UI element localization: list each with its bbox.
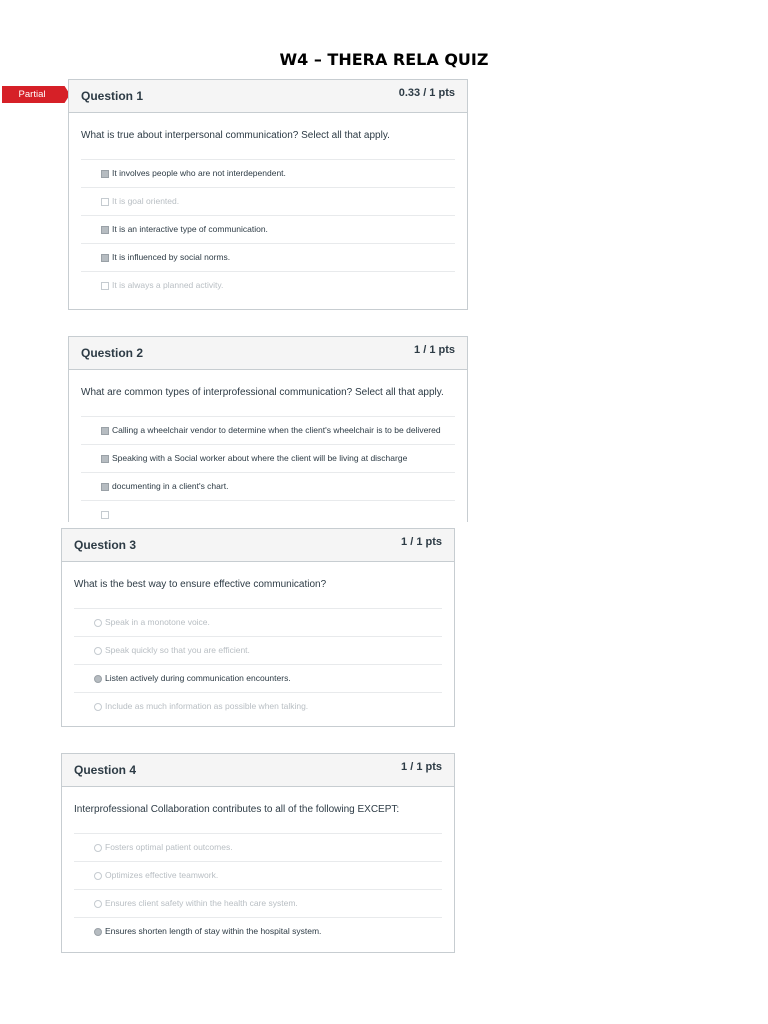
answer-list (74, 833, 442, 945)
partial-score-flag (2, 86, 70, 103)
question-2-card (68, 336, 468, 522)
flag-label: Partial (18, 89, 46, 100)
answer-option[interactable] (74, 889, 442, 917)
answer-label: It is always a planned activity. (112, 280, 224, 290)
question-header (69, 80, 467, 113)
question-title: Question 1 (81, 89, 144, 103)
answer-option[interactable] (81, 271, 455, 299)
answer-option[interactable] (81, 187, 455, 215)
question-header (69, 337, 467, 370)
answer-option[interactable] (81, 159, 455, 187)
answer-option[interactable] (81, 472, 455, 500)
answer-option[interactable] (81, 500, 455, 522)
question-title: Question 2 (81, 346, 144, 360)
unselected-radio-icon[interactable] (94, 703, 102, 711)
answer-label: It involves people who are not interdependent. (112, 168, 286, 178)
answer-label: Speak quickly so that you are efficient. (105, 645, 250, 655)
answer-option[interactable] (74, 608, 442, 636)
answer-option[interactable] (74, 917, 442, 945)
question-header (62, 529, 454, 562)
selected-radio-icon[interactable] (94, 928, 102, 936)
question-text: What is true about interpersonal communication? Select all that apply. (81, 130, 390, 141)
answer-option[interactable] (74, 636, 442, 664)
answer-label: Optimizes effective teamwork. (105, 870, 219, 880)
answer-option[interactable] (74, 664, 442, 692)
unselected-radio-icon[interactable] (94, 900, 102, 908)
question-header (62, 754, 454, 787)
unchecked-checkbox-icon[interactable] (101, 198, 109, 206)
answer-label: It is an interactive type of communication. (112, 224, 268, 234)
answer-label: Calling a wheelchair vendor to determine when the client's wheelchair is to be delivered (112, 425, 441, 435)
unselected-radio-icon[interactable] (94, 844, 102, 852)
question-points: 1 / 1 pts (401, 761, 442, 773)
answer-label: Listen actively during communication encounters. (105, 673, 291, 683)
answer-label: Speak in a monotone voice. (105, 617, 210, 627)
answer-list (81, 416, 455, 522)
answer-list (74, 608, 442, 720)
checked-checkbox-icon[interactable] (101, 427, 109, 435)
answer-option[interactable] (81, 215, 455, 243)
document-title: W4 – THERA RELA QUIZ (279, 50, 489, 69)
answer-label: Ensures shorten length of stay within the hospital system. (105, 926, 322, 936)
unchecked-checkbox-icon[interactable] (101, 282, 109, 290)
answer-label: documenting in a client's chart. (112, 481, 229, 491)
checked-checkbox-icon[interactable] (101, 483, 109, 491)
selected-radio-icon[interactable] (94, 675, 102, 683)
question-points: 1 / 1 pts (414, 344, 455, 356)
answer-label: Fosters optimal patient outcomes. (105, 842, 233, 852)
question-text: Interprofessional Collaboration contributes to all of the following EXCEPT: (74, 804, 400, 815)
unselected-radio-icon[interactable] (94, 619, 102, 627)
checked-checkbox-icon[interactable] (101, 254, 109, 262)
question-4-card (61, 753, 455, 953)
answer-option[interactable] (81, 416, 455, 444)
answer-option[interactable] (81, 243, 455, 271)
answer-label: It is influenced by social norms. (112, 252, 231, 262)
unselected-radio-icon[interactable] (94, 647, 102, 655)
answer-option[interactable] (74, 861, 442, 889)
answer-label: It is goal oriented. (112, 196, 180, 206)
answer-label: Ensures client safety within the health care system. (105, 898, 298, 908)
question-text: What are common types of interprofessional communication? Select all that apply. (81, 387, 444, 398)
question-title: Question 3 (74, 538, 137, 552)
unselected-radio-icon[interactable] (94, 872, 102, 880)
question-points: 1 / 1 pts (401, 536, 442, 548)
checked-checkbox-icon[interactable] (101, 455, 109, 463)
question-1-card (68, 79, 468, 310)
question-title: Question 4 (74, 763, 137, 777)
answer-label: Include as much information as possible when talking. (105, 701, 309, 711)
checked-checkbox-icon[interactable] (101, 170, 109, 178)
question-points: 0.33 / 1 pts (398, 87, 455, 99)
question-3-card (61, 528, 455, 727)
answer-label: Speaking with a Social worker about where the client will be living at discharge (112, 453, 408, 463)
question-text: What is the best way to ensure effective communication? (74, 579, 327, 590)
answer-option[interactable] (74, 833, 442, 861)
unchecked-checkbox-icon[interactable] (101, 511, 109, 519)
answer-list (81, 159, 455, 299)
checked-checkbox-icon[interactable] (101, 226, 109, 234)
answer-option[interactable] (74, 692, 442, 720)
answer-option[interactable] (81, 444, 455, 472)
